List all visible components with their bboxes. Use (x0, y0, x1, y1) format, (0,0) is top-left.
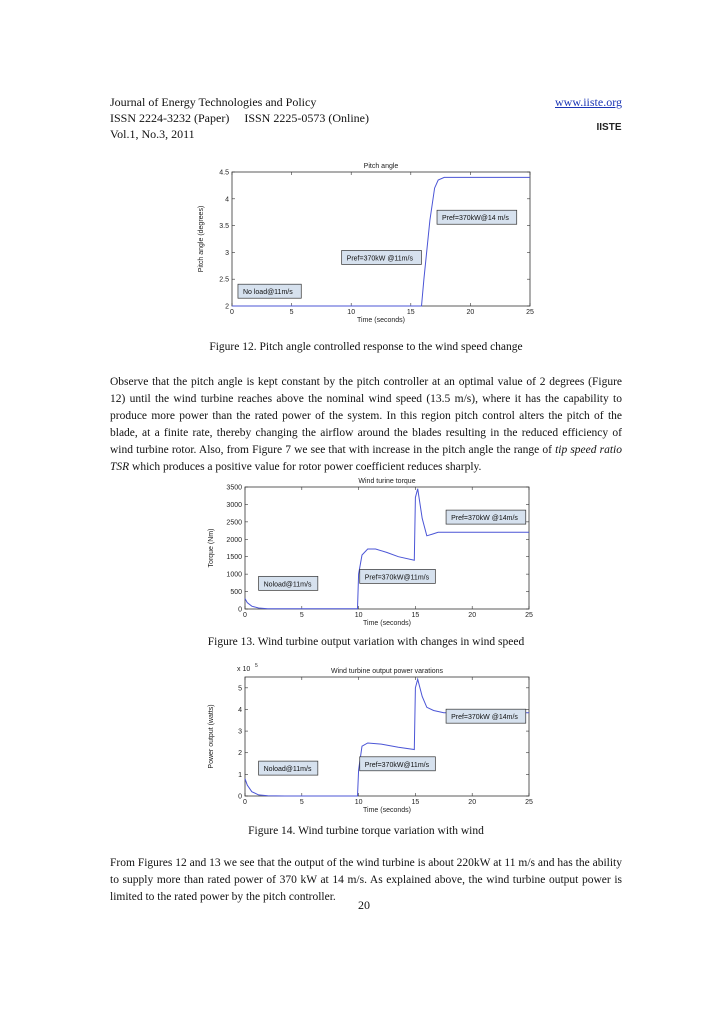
journal-title: Journal of Energy Technologies and Policy (110, 95, 317, 109)
chart-title: Wind turbine output power varations (330, 668, 444, 675)
y-axis-label: Pitch angle (degrees) (198, 205, 205, 273)
x-tick-label: 20 (466, 309, 475, 316)
annotation-text: Pref=370kW@11m/s (364, 574, 430, 582)
x-tick-label: 0 (243, 612, 247, 619)
y-axis-label: Power output (watts) (208, 704, 215, 769)
y-tick-label: 1000 (226, 571, 242, 579)
y-tick-label: 3000 (226, 501, 242, 509)
y-tick-label: 500 (230, 589, 242, 597)
volume-info: Vol.1, No.3, 2011 (110, 127, 195, 141)
y-tick-label: 4 (225, 196, 229, 204)
y-tick-label: 0 (238, 606, 242, 614)
annotation-text: Pref=370kW @14m/s (451, 714, 518, 722)
x-tick-label: 15 (411, 799, 420, 806)
page-number: 20 (358, 898, 370, 912)
annotation-text: Pref=370kW@14 m/s (442, 215, 509, 223)
y-tick-label: 4 (238, 706, 242, 714)
axis-multiplier: x 10 (237, 666, 251, 673)
issn-online: ISSN 2225-0573 (Online) (244, 111, 369, 125)
annotation-text: Noload@11m/s (263, 581, 312, 589)
para1-text-b: which produces a positive value for rotor power coefficient reduces sharply. (129, 461, 482, 473)
chart-title: Pitch angle (363, 163, 399, 170)
chart-title: Wind turine torque (358, 478, 416, 485)
y-tick-label: 3.5 (219, 223, 229, 231)
issn-line (110, 111, 369, 126)
x-tick-label: 15 (406, 309, 415, 316)
figure-13-caption: Figure 13. Wind turbine output variation with changes in wind speed (207, 636, 525, 648)
plot-area (245, 487, 529, 609)
x-tick-label: 5 (299, 612, 304, 619)
body-paragraph-2: From Figures 12 and 13 we see that the output of the wind turbine is about 220kW at 11 m/s and has the ability to supply more than rated power of 370 kW at 14 m/s. As explained above, the wind turbine output power is limited to the rated power by the pitch controller. (110, 857, 622, 903)
x-tick-label: 25 (525, 799, 533, 806)
annotation-text: Pref=370kW @14m/s (451, 515, 518, 523)
annotation-box (360, 757, 436, 771)
annotation-box (259, 761, 318, 775)
x-tick-label: 10 (354, 799, 363, 806)
iiste-logo (596, 114, 622, 136)
y-tick-label: 5 (238, 685, 242, 693)
annotation-text: Pref=370kW@11m/s (364, 761, 430, 769)
annotation-box (360, 569, 436, 583)
annotation-box (342, 250, 422, 264)
y-tick-label: 1 (238, 771, 242, 779)
journal-url-link[interactable]: www.iiste.org (555, 95, 622, 109)
figure-13-chart (205, 472, 540, 628)
x-tick-label: 20 (468, 799, 477, 806)
axis-multiplier-exponent: 5 (255, 663, 258, 669)
y-tick-label: 2.5 (219, 276, 229, 284)
annotation-box (446, 510, 526, 524)
figure-14-caption: Figure 14. Wind turbine torque variation with wind (248, 825, 484, 837)
annotation-text: No load@11m/s (242, 289, 293, 297)
y-tick-label: 2 (225, 303, 229, 311)
x-axis-label: Time (seconds) (363, 620, 411, 627)
x-tick-label: 10 (354, 612, 363, 619)
y-tick-label: 2 (238, 750, 242, 758)
annotation-box (238, 284, 301, 298)
annotation-box (446, 709, 526, 723)
x-tick-label: 25 (525, 612, 533, 619)
y-tick-label: 3 (238, 728, 242, 736)
y-tick-label: 0 (238, 793, 242, 801)
annotation-box (437, 210, 517, 224)
body-paragraph-1 (110, 374, 622, 476)
y-tick-label: 2500 (226, 519, 242, 527)
annotation-text: Pref=370kW @11m/s (346, 255, 413, 263)
figure-12-chart (195, 158, 545, 330)
plot-area (245, 677, 529, 796)
y-tick-label: 3500 (226, 484, 242, 492)
logo-text: IISTE (596, 122, 622, 133)
x-tick-label: 25 (526, 309, 534, 316)
annotation-text: Noload@11m/s (263, 766, 312, 774)
x-axis-label: Time (seconds) (357, 317, 405, 324)
x-tick-label: 20 (468, 612, 477, 619)
annotation-box (259, 576, 318, 590)
x-tick-label: 5 (289, 309, 294, 316)
x-tick-label: 0 (243, 799, 247, 806)
y-tick-label: 2000 (226, 536, 242, 544)
y-tick-label: 1500 (226, 554, 242, 562)
figure-14-chart (205, 656, 540, 816)
y-axis-label: Torque (Nm) (208, 528, 215, 568)
issn-paper: ISSN 2224-3232 (Paper) (110, 111, 230, 125)
x-axis-label: Time (seconds) (363, 807, 411, 814)
y-tick-label: 4.5 (219, 169, 229, 177)
para1-emphasis: tip speed ratio TSR (110, 444, 622, 473)
figure-12-caption: Figure 12. Pitch angle controlled response to the wind speed change (209, 341, 523, 353)
x-tick-label: 15 (411, 612, 420, 619)
y-tick-label: 3 (225, 249, 229, 257)
x-tick-label: 0 (230, 309, 234, 316)
para1-text-a: Observe that the pitch angle is kept constant by the pitch controller at an optimal value of 2 degrees (Figure 12) until the wind turbine reaches above the nominal wind speed (13.5 m/s), where it has the capability to produce more power than the rated power of the system. In this region pitch control alters the pitch of the blade, at a finite rate, thereby changing the airflow around the blades resulting in the reduced efficiency of wind turbine rotor. Also, from Figure 7 we see that with increase in the pitch angle the range of (110, 376, 622, 456)
x-tick-label: 5 (299, 799, 304, 806)
x-tick-label: 10 (347, 309, 356, 316)
